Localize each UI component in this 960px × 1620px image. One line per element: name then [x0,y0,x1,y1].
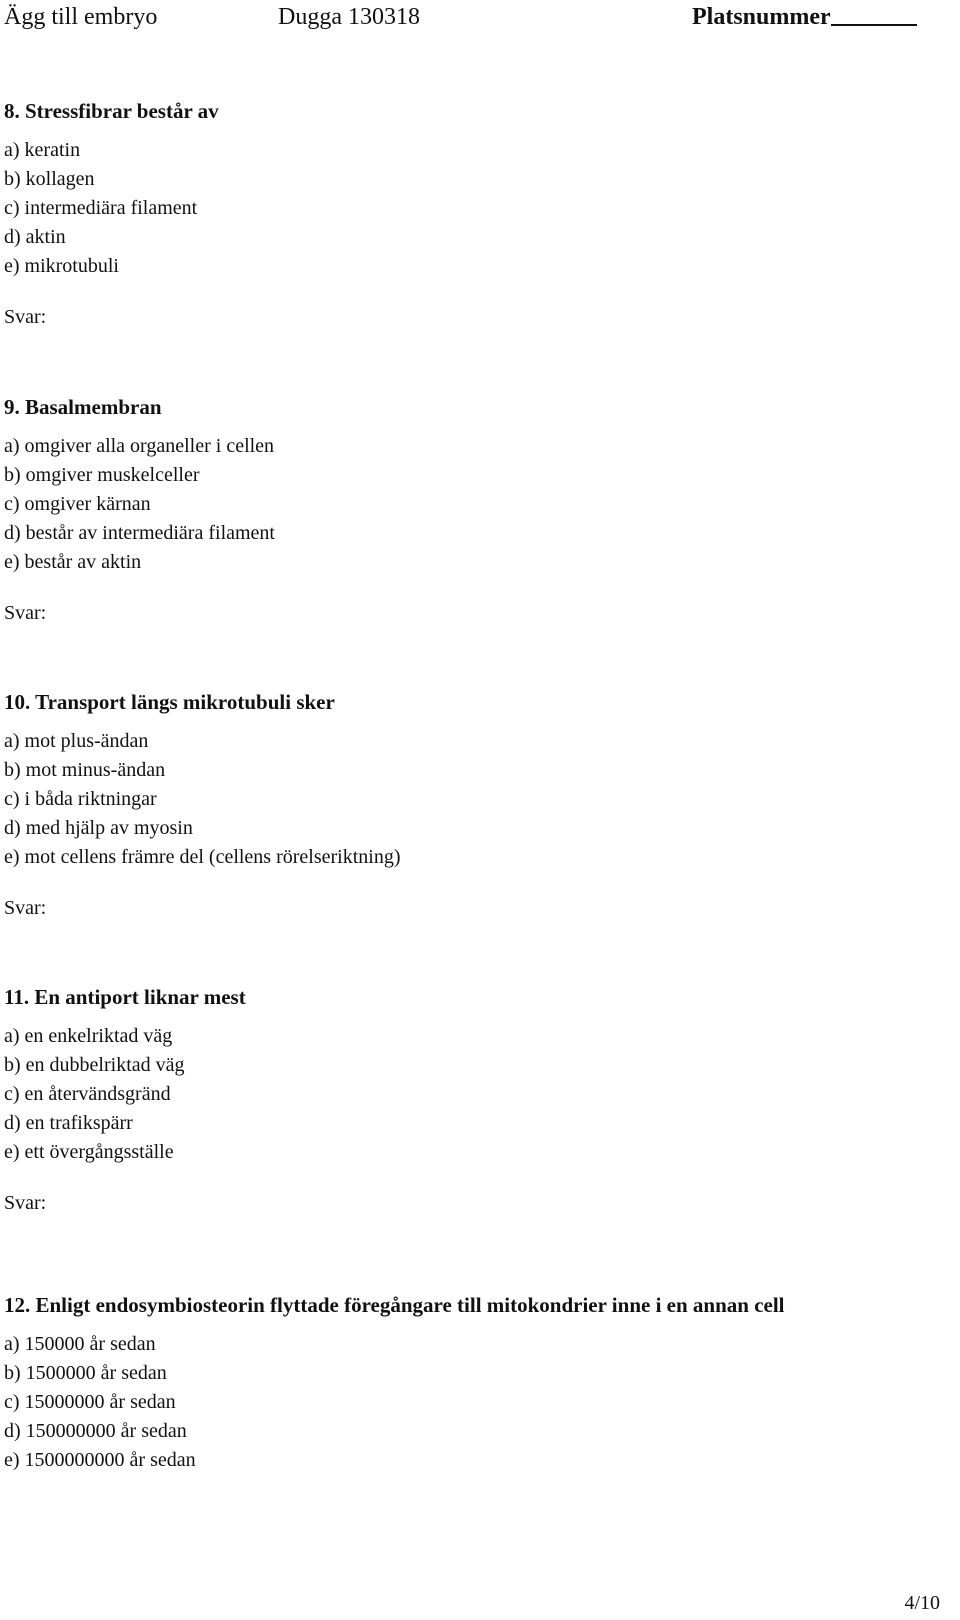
option-c: c) intermediära filament [4,197,198,219]
question-title: 11. En antiport liknar mest [4,985,246,1009]
option-b: b) kollagen [4,168,95,190]
question-11 [4,984,944,1216]
option-d: d) aktin [4,226,66,248]
option-b: b) en dubbelriktad väg [4,1054,185,1076]
option-list [4,136,944,281]
option-e: e) mot cellens främre del (cellens rörelseriktning) [4,846,401,868]
question-title: 9. Basalmembran [4,395,162,419]
option-a: a) mot plus-ändan [4,730,149,752]
seat-number-blank[interactable] [831,0,917,26]
option-list [4,432,944,577]
option-list [4,1022,944,1167]
question-title: 12. Enligt endosymbiosteorin flyttade föregångare till mitokondrier inne i en annan cell [4,1293,785,1317]
option-a: a) omgiver alla organeller i cellen [4,435,275,457]
option-c: c) 15000000 år sedan [4,1391,176,1413]
question-9 [4,394,944,626]
option-list [4,1330,944,1475]
option-c: c) en återvändsgränd [4,1083,171,1105]
option-b: b) omgiver muskelceller [4,464,200,486]
seat-number-field [692,0,831,34]
page-header [4,0,944,36]
option-d: d) 150000000 år sedan [4,1420,187,1442]
answer-label[interactable]: Svar: [4,897,47,919]
option-e: e) ett övergångsställe [4,1141,174,1163]
exam-title: Dugga 130318 [278,4,420,30]
seat-number-label: Platsnummer [692,4,831,30]
course-title: Ägg till embryo [4,4,158,30]
option-list [4,727,944,872]
question-12 [4,1292,944,1475]
question-8 [4,98,944,330]
option-e: e) mikrotubuli [4,255,119,277]
answer-label[interactable]: Svar: [4,1192,47,1214]
answer-label[interactable]: Svar: [4,602,47,624]
option-b: b) mot minus-ändan [4,759,166,781]
option-b: b) 1500000 år sedan [4,1362,167,1384]
option-c: c) i båda riktningar [4,788,157,810]
option-d: d) en trafikspärr [4,1112,133,1134]
option-a: a) keratin [4,139,81,161]
question-title: 10. Transport längs mikrotubuli sker [4,690,335,714]
question-10 [4,689,944,921]
option-e: e) 1500000000 år sedan [4,1449,196,1471]
page-number: 4/10 [904,1592,940,1614]
option-d: d) består av intermediära filament [4,522,275,544]
answer-label[interactable]: Svar: [4,306,47,328]
option-e: e) består av aktin [4,551,142,573]
option-a: a) en enkelriktad väg [4,1025,173,1047]
option-d: d) med hjälp av myosin [4,817,193,839]
question-title: 8. Stressfibrar består av [4,99,219,123]
option-c: c) omgiver kärnan [4,493,151,515]
option-a: a) 150000 år sedan [4,1333,156,1355]
